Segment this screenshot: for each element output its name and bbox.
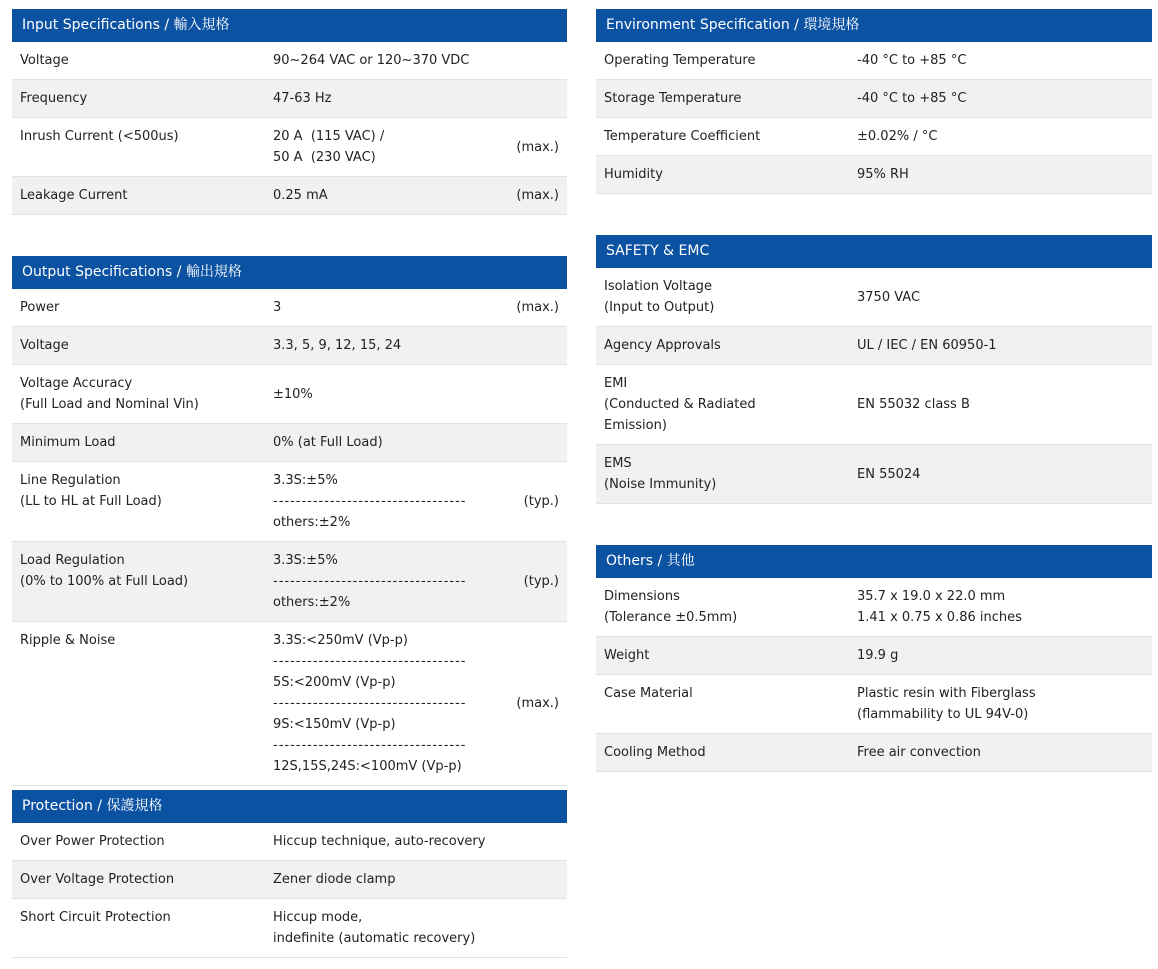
spec-table-safety-emc [596, 235, 1152, 504]
value-line: others:±2% [273, 515, 351, 530]
label-line: Agency Approvals [604, 338, 721, 353]
spec-table-protection [12, 790, 567, 958]
table-row [12, 860, 567, 898]
row-label [20, 88, 273, 109]
row-label [20, 550, 273, 592]
value-line: -40 °C to +85 °C [857, 91, 967, 106]
table-row [596, 79, 1152, 117]
right-column [596, 9, 1152, 772]
value-line: 95% RH [857, 167, 909, 182]
row-label [604, 276, 857, 318]
label-line: EMI [604, 376, 628, 391]
row-note: (max.) [516, 696, 559, 711]
table-row [12, 42, 567, 79]
table-row [12, 176, 567, 215]
value-separator-line: ---------------------------------- [273, 696, 467, 711]
row-note: (max.) [516, 300, 559, 315]
value-separator-line: ---------------------------------- [273, 654, 467, 669]
row-label [20, 907, 273, 928]
value-line: (flammability to UL 94V-0) [857, 707, 1029, 722]
label-line: Frequency [20, 91, 88, 106]
table-header-environment-specification: Environment Specification / 環境規格 [596, 9, 1152, 42]
label-line: Emission) [604, 418, 667, 433]
label-line: Isolation Voltage [604, 279, 712, 294]
spec-table-output-specifications [12, 256, 567, 786]
row-label [604, 742, 857, 763]
value-line: ±10% [273, 386, 313, 402]
row-label [20, 432, 273, 453]
label-line: Operating Temperature [604, 53, 756, 68]
row-label [604, 164, 857, 185]
row-value [857, 164, 1090, 185]
label-line: Temperature Coefficient [604, 129, 761, 144]
row-note: (typ.) [523, 494, 559, 509]
row-label [20, 185, 273, 206]
label-line: Storage Temperature [604, 91, 742, 106]
value-line: 0.25 mA [273, 188, 328, 203]
value-line: 20 A (115 VAC) / [273, 129, 385, 144]
row-value [857, 464, 1090, 485]
row-label [604, 126, 857, 147]
row-label [604, 373, 857, 436]
row-value [273, 297, 505, 318]
row-label [20, 630, 273, 651]
row-label [604, 88, 857, 109]
value-line: Plastic resin with Fiberglass [857, 686, 1036, 701]
table-row [596, 733, 1152, 772]
row-value [857, 335, 1090, 356]
value-line: 3750 VAC [857, 289, 921, 305]
table-row [12, 541, 567, 621]
table-row [12, 621, 567, 786]
row-value [273, 335, 505, 356]
row-label [20, 470, 273, 512]
value-line: others:±2% [273, 595, 351, 610]
table-header-input-specifications: Input Specifications / 輸入規格 [12, 9, 567, 42]
spec-table-input-specifications [12, 9, 567, 215]
value-line: 3.3S:±5% [273, 473, 338, 488]
label-line: (LL to HL at Full Load) [20, 494, 162, 509]
row-note: (max.) [516, 139, 559, 155]
table-row [596, 117, 1152, 155]
table-row [596, 42, 1152, 79]
table-row [12, 898, 567, 958]
row-value [273, 88, 505, 109]
row-label [604, 453, 857, 495]
spec-table-environment-specification [596, 9, 1152, 194]
table-row [12, 461, 567, 541]
label-line: Over Power Protection [20, 834, 165, 849]
row-value [273, 432, 505, 453]
value-line: 50 A (230 VAC) [273, 150, 376, 165]
label-line: Leakage Current [20, 188, 128, 203]
table-row [12, 423, 567, 461]
value-line: 9S:<150mV (Vp-p) [273, 717, 396, 732]
value-line: -40 °C to +85 °C [857, 53, 967, 68]
row-value [273, 630, 505, 777]
label-line: (0% to 100% at Full Load) [20, 574, 189, 589]
row-value [857, 742, 1090, 763]
row-label [604, 645, 857, 666]
row-label [20, 831, 273, 852]
value-line: ±0.02% / °C [857, 129, 938, 144]
row-value [857, 394, 1090, 415]
row-value [857, 683, 1090, 725]
label-line: Inrush Current (<500us) [20, 129, 179, 144]
row-value [273, 869, 505, 890]
row-value [857, 586, 1090, 628]
row-value [273, 185, 505, 206]
label-line: (Tolerance ±0.5mm) [604, 610, 738, 625]
label-line: Cooling Method [604, 745, 706, 760]
table-row [596, 578, 1152, 636]
row-value [273, 126, 505, 168]
label-line: Voltage [20, 338, 69, 353]
value-separator-line: ---------------------------------- [273, 738, 467, 753]
table-header-safety-emc: SAFETY & EMC [596, 235, 1152, 268]
table-header-protection: Protection / 保護規格 [12, 790, 567, 823]
table-row [596, 636, 1152, 674]
value-line: 90~264 VAC or 120~370 VDC [273, 53, 470, 68]
value-line: EN 55024 [857, 466, 921, 482]
table-row [12, 79, 567, 117]
row-value [273, 550, 505, 613]
value-line: 3 [273, 300, 282, 315]
label-line: (Full Load and Nominal Vin) [20, 397, 199, 412]
row-value [273, 384, 505, 405]
row-label [604, 335, 857, 356]
label-line: Ripple & Noise [20, 633, 116, 648]
value-line: Free air convection [857, 745, 981, 760]
row-label [604, 50, 857, 71]
table-row [12, 823, 567, 860]
label-line: (Noise Immunity) [604, 477, 717, 492]
left-column [12, 9, 567, 958]
label-line: Humidity [604, 167, 663, 182]
label-line: Case Material [604, 686, 693, 701]
label-line: Short Circuit Protection [20, 910, 171, 925]
label-line: Over Voltage Protection [20, 872, 175, 887]
label-line: Weight [604, 648, 650, 663]
table-header-others: Others / 其他 [596, 545, 1152, 578]
label-line: Dimensions [604, 589, 680, 604]
table-row [596, 268, 1152, 326]
value-line: 35.7 x 19.0 x 22.0 mm [857, 589, 1006, 604]
value-line: EN 55032 class B [857, 397, 970, 412]
row-value [273, 907, 505, 949]
value-separator-line: ---------------------------------- [273, 494, 467, 509]
value-line: Hiccup technique, auto-recovery [273, 834, 486, 849]
row-value [857, 88, 1090, 109]
row-value [273, 831, 505, 852]
row-label [20, 126, 273, 147]
value-line: 1.41 x 0.75 x 0.86 inches [857, 610, 1022, 625]
table-row [596, 444, 1152, 504]
row-value [273, 470, 505, 533]
label-line: Voltage Accuracy [20, 376, 133, 391]
table-row [12, 326, 567, 364]
value-line: UL / IEC / EN 60950-1 [857, 338, 997, 353]
label-line: Line Regulation [20, 473, 121, 488]
table-row [12, 289, 567, 326]
row-label [604, 586, 857, 628]
row-value [857, 50, 1090, 71]
value-line: 5S:<200mV (Vp-p) [273, 675, 396, 690]
value-line: 12S,15S,24S:<100mV (Vp-p) [273, 759, 462, 774]
label-line: (Input to Output) [604, 300, 715, 315]
table-header-output-specifications: Output Specifications / 輸出規格 [12, 256, 567, 289]
value-line: Hiccup mode, [273, 910, 363, 925]
row-label [604, 683, 857, 704]
row-label [20, 50, 273, 71]
table-row [12, 364, 567, 423]
label-line: Minimum Load [20, 435, 116, 450]
row-note: (typ.) [523, 574, 559, 589]
label-line: (Conducted & Radiated [604, 397, 756, 412]
label-line: EMS [604, 456, 632, 471]
row-label [20, 869, 273, 890]
value-separator-line: ---------------------------------- [273, 574, 467, 589]
row-value [857, 126, 1090, 147]
row-value [273, 50, 505, 71]
spec-table-others [596, 545, 1152, 772]
value-line: 3.3, 5, 9, 12, 15, 24 [273, 338, 402, 353]
label-line: Power [20, 300, 60, 315]
value-line: 3.3S:<250mV (Vp-p) [273, 633, 408, 648]
row-note: (max.) [516, 188, 559, 203]
label-line: Load Regulation [20, 553, 125, 568]
table-row [596, 155, 1152, 194]
table-row [596, 364, 1152, 444]
value-line: indefinite (automatic recovery) [273, 931, 476, 946]
table-row [12, 117, 567, 176]
value-line: 19.9 g [857, 648, 899, 663]
table-row [596, 326, 1152, 364]
row-label [20, 373, 273, 415]
row-label [20, 335, 273, 356]
row-label [20, 297, 273, 318]
row-value [857, 645, 1090, 666]
value-line: 47-63 Hz [273, 91, 332, 106]
label-line: Voltage [20, 53, 69, 68]
value-line: 3.3S:±5% [273, 553, 338, 568]
value-line: Zener diode clamp [273, 872, 396, 887]
value-line: 0% (at Full Load) [273, 435, 383, 450]
row-value [857, 287, 1090, 308]
table-row [596, 674, 1152, 733]
